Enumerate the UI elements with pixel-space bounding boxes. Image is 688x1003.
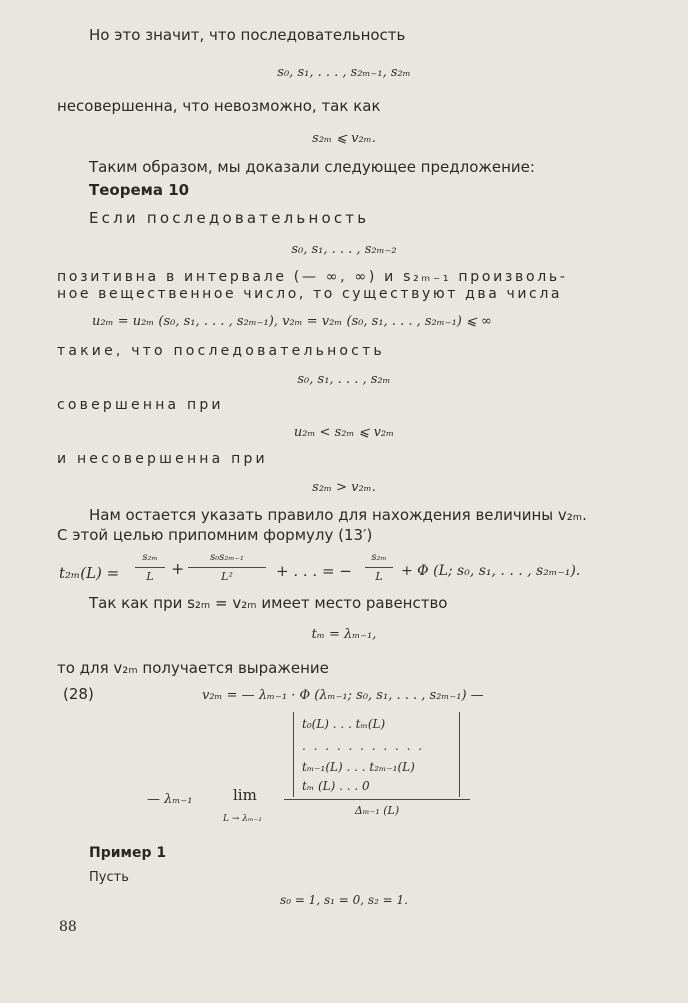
- formula-sequence: s₀, s₁, . . . , s₂ₘ₋₁, s₂ₘ: [277, 65, 411, 80]
- theorem-text-line: и несовершенна при: [57, 451, 268, 467]
- text-line: Пусть: [89, 870, 129, 885]
- formula-v2m: v₂ₘ = — λₘ₋₁ · Φ (λₘ₋₁; s₀, s₁, . . . , s₂ₘ₋₁) —: [202, 688, 484, 703]
- formula-u-v-definition: u₂ₘ = u₂ₘ (s₀, s₁, . . . , s₂ₘ₋₁), v₂ₘ = v₂ₘ (s₀, s₁, . . . , s₂ₘ₋₁) ⩽ ∞: [92, 314, 492, 329]
- formula-lhs: t₂ₘ(L) =: [59, 564, 120, 582]
- determinant-denominator: Δₘ₋₁ (L): [354, 804, 400, 817]
- formula-equality: tₘ = λₘ₋₁,: [311, 627, 377, 642]
- formula-mid: + . . . = −: [276, 562, 352, 580]
- theorem-text-line: позитивна в интервале (— ∞, ∞) и s₂ₘ₋₁ произволь-: [57, 269, 568, 285]
- page-number: 88: [59, 919, 77, 935]
- determinant-row: tₘ₋₁(L) . . . t₂ₘ₋₁(L): [302, 760, 415, 774]
- fraction-denominator: L: [146, 570, 154, 583]
- formula-sequence: s₀, s₁, . . . , s₂ₘ₋₂: [291, 242, 397, 257]
- theorem-text-line: ное вещественное число, то существуют два числа: [57, 286, 563, 302]
- determinant-row: tₘ (L) . . . 0: [302, 779, 370, 793]
- formula-inequality: s₂ₘ > v₂ₘ.: [312, 480, 376, 495]
- lim-prefix: — λₘ₋₁: [147, 792, 193, 807]
- theorem-text-line: Если последовательность: [89, 209, 370, 227]
- formula-inequality: u₂ₘ < s₂ₘ ⩽ v₂ₘ: [293, 425, 395, 440]
- determinant-row: . . . . . . . . . . .: [302, 739, 425, 753]
- formula-inequality: s₂ₘ ⩽ v₂ₘ.: [312, 131, 376, 146]
- formula-tail: + Φ (L; s₀, s₁, . . . , s₂ₘ₋₁).: [401, 563, 581, 579]
- text-line: Так как при s₂ₘ = v₂ₘ имеет место равенство: [89, 594, 448, 612]
- text-line: Таким образом, мы доказали следующее предложение:: [89, 158, 535, 176]
- fraction-numerator: s₀s₂ₘ₋₁: [210, 552, 244, 563]
- example-title: Пример 1: [89, 845, 167, 861]
- lim-word: lim: [233, 786, 257, 804]
- fraction-bar: [135, 567, 165, 568]
- theorem-text-line: совершенна при: [57, 397, 224, 413]
- determinant-right-bar: [459, 712, 460, 797]
- text-line: Но это значит, что последовательность: [89, 26, 406, 44]
- plus-sign: +: [171, 559, 185, 578]
- text-line: С этой целью припомним формулу (13′): [57, 526, 373, 544]
- determinant-left-bar: [293, 712, 294, 797]
- fraction-bar: [188, 567, 266, 568]
- lim-subscript: L → λₘ₋₁: [223, 814, 262, 824]
- theorem-text-line: такие, что последовательность: [57, 343, 385, 359]
- text-line: несовершенна, что невозможно, так как: [57, 97, 381, 115]
- fraction-denominator: L²: [221, 570, 233, 583]
- text-line: Нам остается указать правило для нахождения величины v₂ₘ.: [89, 506, 587, 524]
- fraction-bar: [365, 567, 393, 568]
- equation-number: (28): [63, 685, 94, 703]
- formula-example-values: s₀ = 1, s₁ = 0, s₂ = 1.: [280, 893, 408, 907]
- text-line: то для v₂ₘ получается выражение: [57, 659, 329, 677]
- fraction-numerator: s₂ₘ: [371, 552, 387, 563]
- determinant-row: t₀(L) . . . tₘ(L): [302, 717, 386, 731]
- theorem-title: Теорема 10: [89, 181, 190, 199]
- fraction-denominator: L: [375, 570, 383, 583]
- fraction-numerator: s₂ₘ: [142, 552, 158, 563]
- formula-sequence: s₀, s₁, . . . , s₂ₘ: [297, 372, 391, 387]
- fraction-bar: [284, 799, 470, 800]
